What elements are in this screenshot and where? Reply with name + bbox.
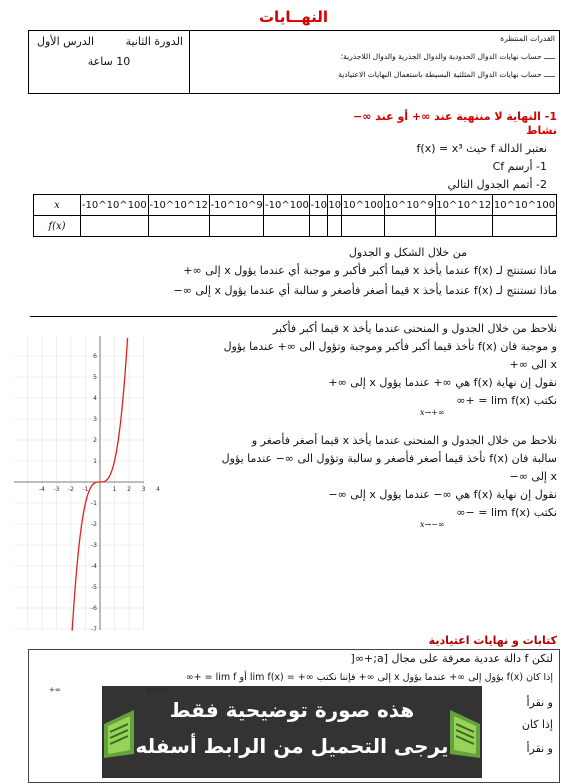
y-tick-label: -3	[91, 542, 97, 549]
x-cell: -10^100	[264, 195, 310, 216]
y-tick-label: -6	[91, 605, 97, 612]
activity-label: نشاط	[526, 124, 557, 137]
y-tick-label: 4	[93, 395, 97, 402]
duration-label: 10 ساعة	[87, 55, 131, 68]
page-title: النهــايات	[258, 8, 329, 26]
lim-subscript: x→−∞	[420, 520, 445, 529]
question-1: 1- أرسم Cf	[492, 160, 547, 173]
session-label: الدورة الثانية	[125, 35, 183, 48]
obs-plus-line: و موجبة فان f(x) تأخذ قيما أكبر فأكبر وموجبة وتؤول الى ∞+ عندما يؤول	[223, 340, 557, 353]
fx-cell	[310, 216, 328, 237]
question-minus: ماذا تستنتج لـ f(x) عندما يأخذ x قيما أصغر فأصغر و سالبة أي عندما يؤول x إلى ∞−	[173, 284, 557, 297]
capacities-title: القدرات المنتظرة	[500, 34, 555, 43]
x-cell: 10^10^12	[435, 195, 492, 216]
x-cell: -10	[310, 195, 328, 216]
cubic-graph	[14, 336, 160, 633]
fx-cell	[264, 216, 310, 237]
y-tick-label: -4	[91, 563, 97, 570]
y-tick-label: -7	[91, 626, 97, 633]
x-cell: 10^10^9	[384, 195, 435, 216]
x-cell: 10^10^100	[492, 195, 556, 216]
y-tick-label: 3	[93, 416, 97, 423]
definition-line: و نقرأ	[526, 696, 553, 709]
lim-subscript: x→+∞	[420, 408, 445, 417]
lesson-label: الدرس الأول	[37, 35, 95, 48]
fx-cell	[384, 216, 435, 237]
obs-plus-line: نلاحظ من خلال الجدول و المنحنى عندما يأخذ x قيما أكبر فأكبر	[272, 322, 557, 335]
x-tick-label: 3	[141, 486, 146, 493]
header-box	[28, 30, 560, 94]
x-tick-label: 1	[112, 486, 117, 493]
definition-line: إذا كان f(x) يؤول إلى ∞+ عندما يؤول x إلى ∞+ فإننا نكتب ∞+ = lim f(x) أو lim f = +∞	[185, 672, 553, 683]
y-tick-label: -5	[91, 584, 97, 591]
y-tick-label: -2	[91, 521, 97, 528]
y-tick-label: -1	[91, 500, 97, 507]
question-plus: ماذا تستنتج لـ f(x) عندما يأخذ x قيما أكبر فأكبر و موجبة أي عندما يؤول x إلى ∞+	[183, 264, 557, 277]
x-tick-label: -4	[39, 486, 45, 493]
y-tick-label: 2	[93, 437, 97, 444]
obs-minus-line: سالبة فان f(x) تأخذ قيما أصغر فأصغر و سالبة وتؤول الى ∞− عندما يؤول	[221, 452, 557, 465]
x-cell: -10^10^9	[209, 195, 264, 216]
fx-cell	[492, 216, 556, 237]
book-icon	[446, 704, 484, 760]
graph-ticks	[39, 353, 160, 633]
fx-cell	[435, 216, 492, 237]
obs-minus-line: نقول إن نهاية f(x) هي ∞− عندما يؤول x إلى ∞−	[328, 488, 557, 501]
capacities	[191, 31, 559, 93]
x-tick-label: -3	[53, 486, 60, 493]
y-tick-label: 1	[93, 458, 97, 465]
fx-cell	[81, 216, 149, 237]
fx-label: f(x)	[34, 216, 81, 237]
lim-subscript: +∞	[49, 686, 61, 694]
obs-plus-line: x الى ∞+	[509, 358, 557, 371]
table-row	[34, 216, 557, 237]
fx-cell	[209, 216, 264, 237]
obs-minus-limit: نكتب lim f(x) = −∞	[456, 506, 557, 519]
obs-minus-line: x إلى ∞−	[509, 470, 557, 483]
fx-cell	[328, 216, 342, 237]
definition-line: إذا كان	[521, 718, 553, 731]
definitions-heading: كتابات و نهايات اعتيادية	[428, 634, 557, 647]
y-tick-label: 5	[93, 374, 97, 381]
download-banner	[102, 686, 482, 778]
x-cell: -10^10^12	[148, 195, 209, 216]
banner-line-2: يرجى التحميل من الرابط أسفله	[135, 734, 449, 758]
x-cell: 10	[328, 195, 342, 216]
questions-intro: من خلال الشكل و الجدول	[348, 246, 467, 259]
fx-cell	[342, 216, 384, 237]
header-info	[29, 31, 190, 93]
table-row	[34, 195, 557, 216]
section-heading: 1- النهاية لا منتهية عند ∞+ أو عند ∞−	[353, 110, 557, 123]
divider	[30, 316, 557, 317]
obs-minus-line: نلاحظ من خلال الجدول و المنحنى عندما يأخذ x قيما أصغر فأصغر و	[251, 434, 557, 447]
x-tick-label: 4	[156, 486, 160, 493]
question-2: 2- أتمم الجدول التالي	[447, 178, 547, 191]
book-icon	[100, 704, 138, 760]
capacity-item: ـــــ حساب نهايات الدوال المثلثية البسيطة باستعمال النهايات الاعتيادية	[338, 70, 555, 79]
obs-plus-line: نقول إن نهاية f(x) هي ∞+ عندما يؤول x إلى ∞+	[328, 376, 557, 389]
x-cell: -10^10^100	[81, 195, 149, 216]
y-tick-label: 6	[93, 353, 97, 360]
intro-text: نعتبر الدالة f حيث f(x) = x³	[416, 142, 547, 155]
fx-cell	[148, 216, 209, 237]
x-tick-label: -1	[82, 486, 89, 493]
x-tick-label: 2	[127, 486, 131, 493]
capacity-item: ـــــ حساب نهايات الدوال الحدودية والدوال الجذرية والدوال اللاجذرية؛	[340, 52, 555, 61]
obs-plus-limit: نكتب lim f(x) = +∞	[456, 394, 557, 407]
x-label: x	[34, 195, 81, 216]
x-cell: 10^100	[342, 195, 384, 216]
definition-line: و نقرأ	[526, 742, 553, 755]
definition-line: لتكن f دالة عددية معرفة على مجال [a;+∞[	[350, 652, 553, 665]
values-table	[33, 194, 557, 237]
x-tick-label: -2	[68, 486, 74, 493]
banner-line-1: هذه صورة توضيحية فقط	[169, 698, 415, 722]
